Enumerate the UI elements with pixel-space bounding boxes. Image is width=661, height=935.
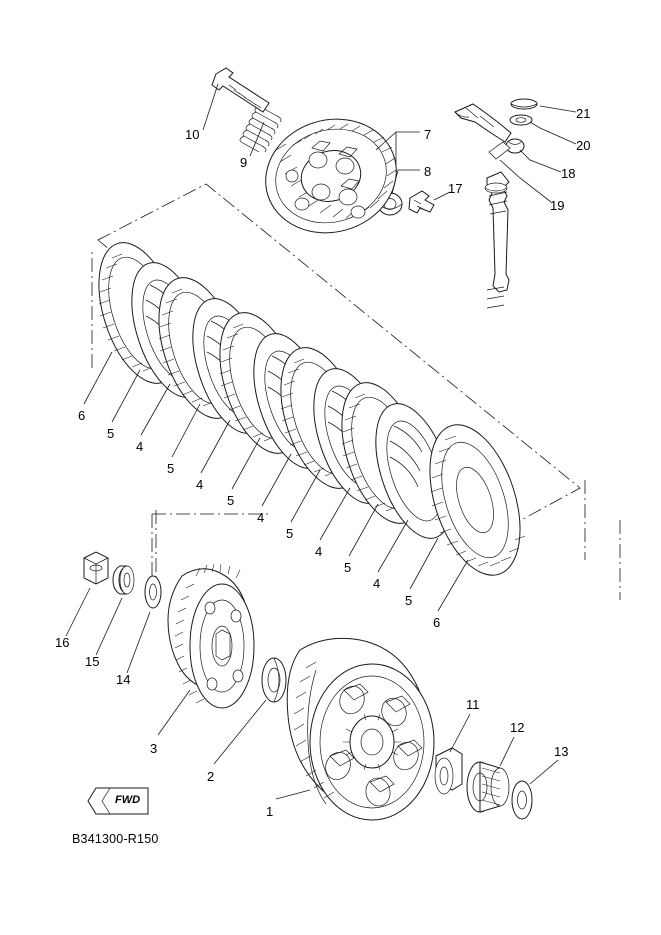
callout-21: 21 (576, 106, 591, 121)
callout-5f: 5 (405, 593, 413, 608)
callout-4c: 4 (257, 510, 265, 525)
callout-13: 13 (554, 744, 569, 759)
part-17-push-rod (485, 172, 509, 308)
part-1-clutch-housing (287, 638, 434, 820)
callout-18: 18 (561, 166, 576, 181)
callout-4a: 4 (136, 439, 144, 454)
part-11-collar (435, 748, 462, 794)
part-10-bolt (212, 68, 269, 112)
callout-10: 10 (185, 127, 200, 142)
diagram-part-code: B341300-R150 (72, 832, 159, 846)
callout-5e: 5 (344, 560, 352, 575)
callout-17: 17 (448, 181, 463, 196)
callout-5a: 5 (107, 426, 115, 441)
callout-3: 3 (150, 741, 158, 756)
callout-5b: 5 (167, 461, 175, 476)
callout-6b: 6 (433, 615, 441, 630)
callout-8: 8 (424, 164, 432, 179)
callout-5c: 5 (227, 493, 235, 508)
part-19-lever (455, 104, 511, 159)
callout-15: 15 (85, 654, 100, 669)
callout-16: 16 (55, 635, 70, 650)
part-17-bolt (409, 191, 434, 213)
part-9-spring (240, 106, 281, 152)
callout-6a: 6 (78, 408, 86, 423)
callout-19: 19 (550, 198, 565, 213)
part-3-primary-driven-gear (168, 564, 254, 708)
callout-11: 11 (466, 697, 480, 712)
callout-4b: 4 (196, 477, 204, 492)
part-13-washer (512, 781, 532, 819)
callout-12: 12 (510, 720, 525, 735)
callout-14: 14 (116, 672, 131, 687)
callout-1: 1 (266, 804, 274, 819)
callout-20: 20 (576, 138, 591, 153)
part-14-washer (145, 576, 161, 608)
callout-9: 9 (240, 155, 248, 170)
clutch-plate-stack (83, 232, 537, 586)
part-21-washer (511, 99, 537, 109)
fwd-label: FWD (115, 794, 141, 806)
part-7-pressure-plate (252, 104, 410, 248)
part-12-needle-bearing (467, 762, 509, 812)
part-15-lock-washer (113, 566, 134, 594)
callout-7: 7 (424, 127, 432, 142)
callout-4e: 4 (373, 576, 381, 591)
part-16-nut (84, 552, 108, 584)
part-2-spacer (262, 658, 286, 702)
callout-5d: 5 (286, 526, 294, 541)
callout-2: 2 (207, 769, 215, 784)
callout-4d: 4 (315, 544, 323, 559)
part-20-nut (510, 115, 532, 125)
